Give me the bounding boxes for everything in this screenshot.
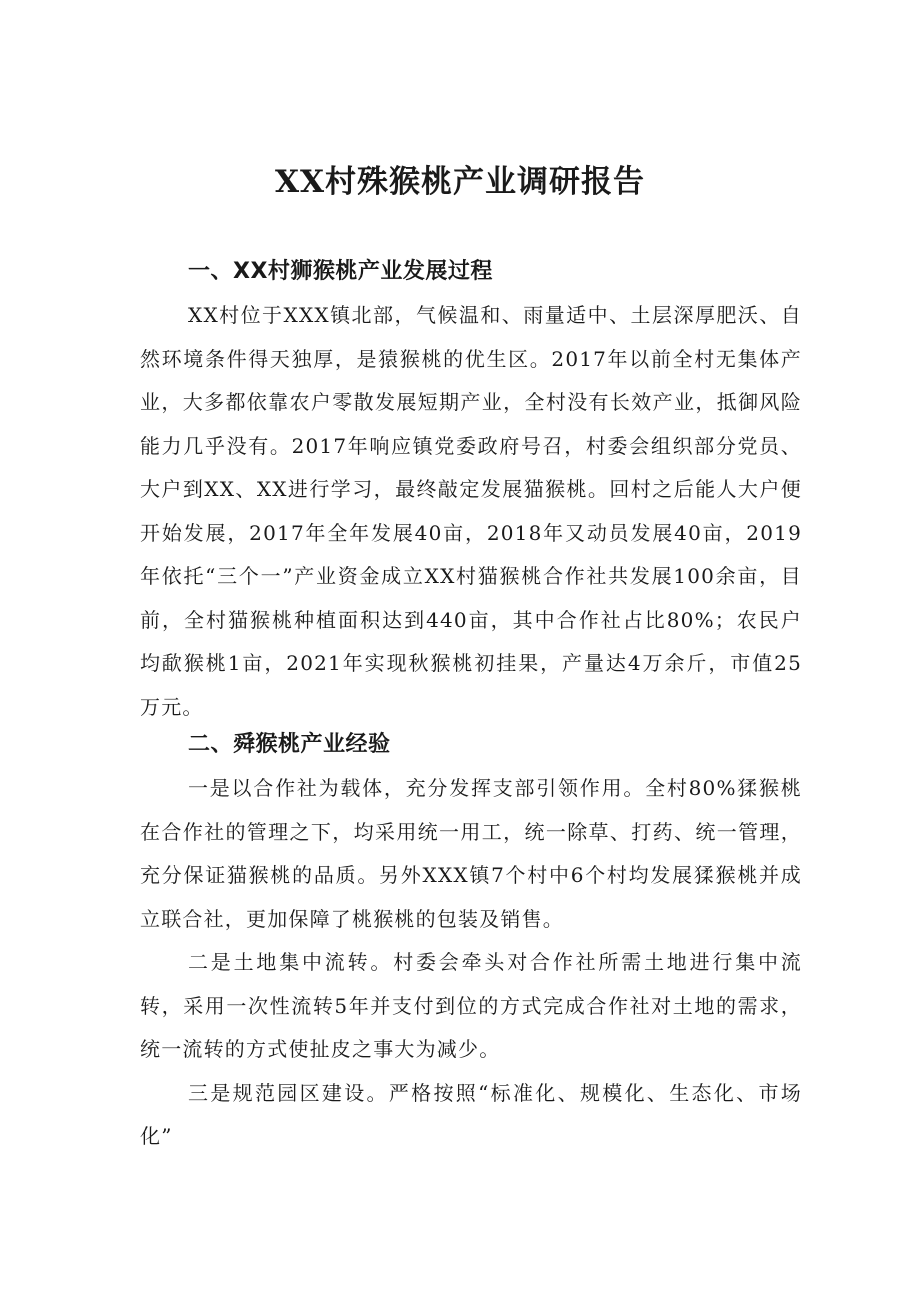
section-2-paragraph-3: 三是规范园区建设。严格按照“标准化、规模化、生态化、市场化” bbox=[140, 1080, 802, 1148]
section-2 bbox=[140, 723, 802, 1159]
section-1-heading: 一、XX村狮猴桃产业发展过程 bbox=[188, 259, 493, 284]
section-2-paragraph-2: 二是土地集中流转。村委会牵头对合作社所需土地进行集中流转，采用一次性流转5年并支付到位的方式完成合作社对土地的需求，统一流转的方式使扯皮之事大为减少。 bbox=[140, 950, 802, 1061]
section-1 bbox=[140, 250, 802, 729]
section-2-paragraph-1: 一是以合作社为载体，充分发挥支部引领作用。全村80%猱猴桃在合作社的管理之下，均采用统一用工，统一除草、打药、统一管理，充分保证猫猴桃的品质。另外XXX镇7个村中6个村均发展猱猴桃并成立联合社，更加保障了桃猴桃的包装及销售。 bbox=[140, 776, 802, 931]
section-2-heading: 二、舜猴桃产业经验 bbox=[188, 732, 391, 757]
document-title: XX村殊猴桃产业调研报告 bbox=[274, 164, 646, 200]
section-1-paragraph-1: XX村位于XXX镇北部，气候温和、雨量适中、土层深厚肥沃、自然环境条件得天独厚，是猿猴桃的优生区。2017年以前全村无集体产业，大多都依靠农户零散发展短期产业，全村没有长效产业，抵御风险能力几乎没有。2017年响应镇党委政府号召，村委会组织部分党员、大户到XX、XX进行学习，最终敲定发展猫猴桃。回村之后能人大户便开始发展，2017年全年发展40亩，2018年又动员发展40亩，2019年依托“三个一”产业资金成立XX村猫猴桃合作社共发展100余亩，目前，全村猫猴桃种植面积达到440亩，其中合作社占比80%；农民户均歃猴桃1亩，2021年实现秋猴桃初挂果，产量达4万余斤，市值25万元。 bbox=[140, 303, 802, 719]
